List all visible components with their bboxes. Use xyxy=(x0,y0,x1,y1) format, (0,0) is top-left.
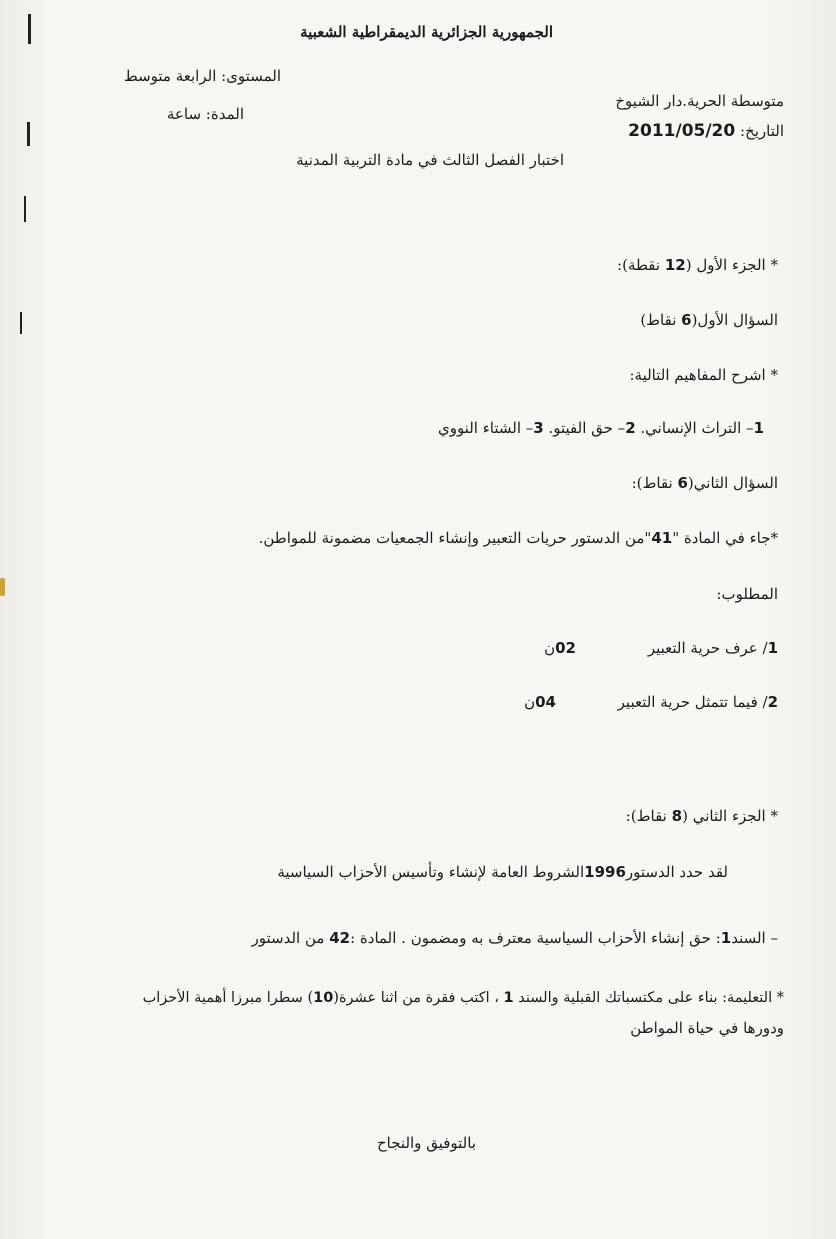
closing-text: بالتوفيق والنجاح xyxy=(376,1134,476,1152)
question1-instruction: * اشرح المفاهيم التالية: xyxy=(629,366,778,384)
date-value: 2011/05/20 xyxy=(628,121,736,141)
question1-title: السؤال الأول(6 نقاط) xyxy=(640,311,778,329)
instruction-line2: ودورها في حياة المواطن xyxy=(630,1019,784,1037)
document1: – السند1: حق إنشاء الأحزاب السياسية معترف به ومضمون . المادة :42 من الدستور xyxy=(251,929,778,947)
margin-mark xyxy=(27,122,30,146)
republic-title: الجمهورية الجزائرية الديمقراطية الشعبية xyxy=(300,23,553,41)
part2-title: * الجزء الثاني (8 نقاط): xyxy=(625,807,778,825)
margin-mark xyxy=(28,14,31,44)
level-label: المستوى: الرابعة متوسط xyxy=(123,67,281,85)
question2-text: *جاء في المادة "41"من الدستور حريات التعبير وإنشاء الجمعيات مضمونة للمواطن. xyxy=(258,529,778,547)
task2: 2/ فيما تتمثل حرية التعبير xyxy=(617,693,778,711)
task1-points: 02ن xyxy=(544,639,576,657)
margin-mark xyxy=(24,196,26,222)
question2-title: السؤال الثاني(6 نقاط): xyxy=(631,474,778,492)
question1-items: 1– التراث الإنساني. 2– حق الفيتو. 3– الشتاء النووي xyxy=(437,419,764,437)
margin-mark xyxy=(0,578,5,596)
task1: 1/ عرف حرية التعبير xyxy=(647,639,778,657)
task2-points: 04ن xyxy=(524,693,556,711)
instruction-line1: * التعليمة: بناء على مكتسباتك القبلية والسند 1 ، اكتب فقرة من اثنا عشرة(10) سطرا مبرزا أهمية الأحزاب xyxy=(142,990,784,1006)
part1-title: * الجزء الأول (12 نقطة): xyxy=(617,256,778,274)
date-label: التاريخ: xyxy=(740,122,784,140)
exam-title: اختبار الفصل الثالث في مادة التربية المدنية xyxy=(296,151,564,169)
school-name: متوسطة الحرية.دار الشيوخ xyxy=(615,92,784,110)
part2-intro: لقد حدد الدستور1996الشروط العامة لإنشاء وتأسيس الأحزاب السياسية xyxy=(277,863,728,881)
required-label: المطلوب: xyxy=(716,585,778,603)
date-line xyxy=(628,121,784,141)
margin-mark xyxy=(20,312,22,334)
duration-label: المدة: ساعة xyxy=(166,105,244,123)
